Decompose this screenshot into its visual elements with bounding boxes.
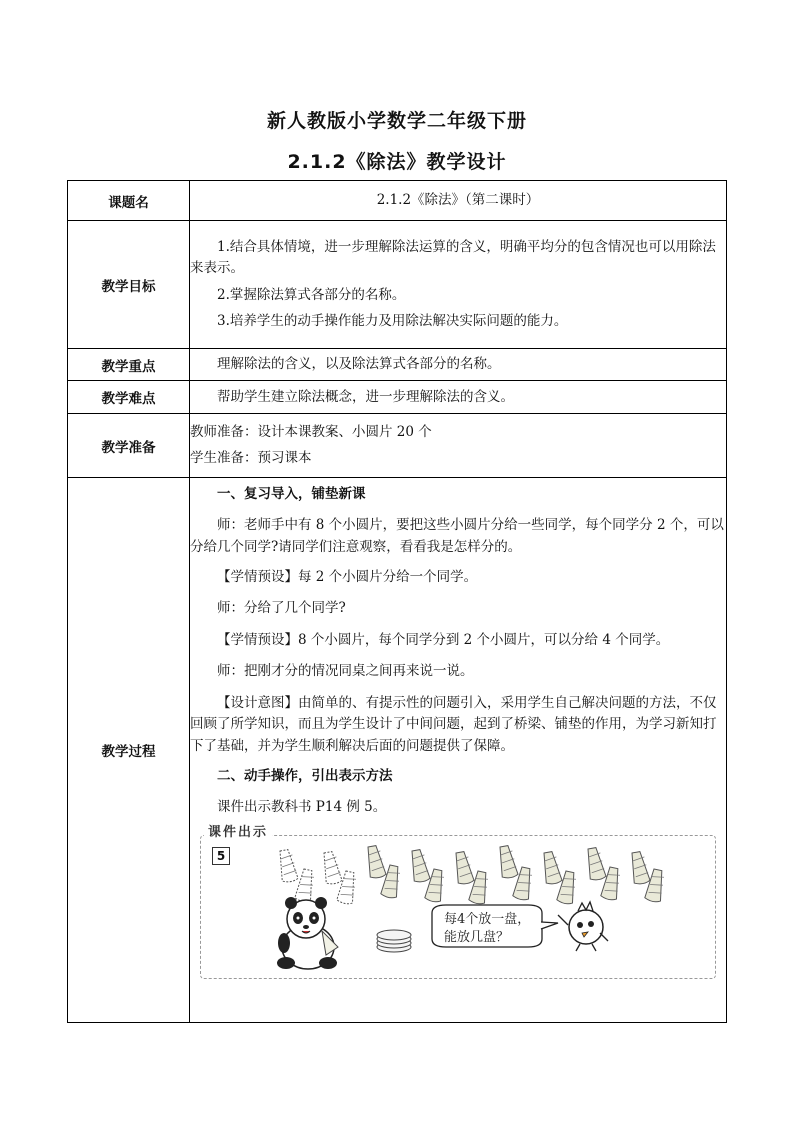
label-key: 教学重点 bbox=[68, 349, 190, 381]
bamboo-shoot-icon bbox=[629, 851, 650, 885]
label-prep: 教学准备 bbox=[68, 414, 190, 478]
value-difficulty: 帮助学生建立除法概念，进一步理解除法的含义。 bbox=[190, 381, 727, 414]
bamboo-shoot-icon bbox=[409, 849, 430, 883]
bamboo-shoot-icon bbox=[277, 849, 298, 883]
doc-title: 新人教版小学数学二年级下册 bbox=[266, 110, 527, 132]
label-difficulty: 教学难点 bbox=[68, 381, 190, 414]
bamboo-shoot-icon bbox=[294, 869, 316, 904]
textbook-illustration bbox=[194, 823, 722, 981]
row-key bbox=[68, 349, 727, 381]
process-paragraph: 课件出示教科书 P14 例 5。 bbox=[217, 799, 387, 816]
bamboo-shoot-icon bbox=[321, 851, 342, 885]
row-prep bbox=[68, 414, 727, 478]
bird-character-icon bbox=[558, 902, 608, 951]
plate-stack-icon bbox=[377, 930, 411, 952]
value-topic: 2.1.2《除法》（第二课时） bbox=[190, 181, 727, 221]
value-process bbox=[190, 478, 727, 1023]
bamboo-shoot-icon bbox=[453, 851, 474, 885]
row-process bbox=[68, 478, 727, 1023]
illustration-drawing bbox=[194, 823, 710, 981]
goal-item: 3.培养学生的动手操作能力及用除法解决实际问题的能力。 bbox=[217, 313, 568, 330]
process-paragraph: 师：老师手中有 8 个小圆片，要把这些小圆片分给一些同学，每个同学分 2 个，可以分给几个同学?请同学们注意观察，看看我是怎样分的。 bbox=[190, 517, 724, 556]
process-paragraph: 【学情预设】8 个小圆片，每个同学分到 2 个小圆片，可以分给 4 个同学。 bbox=[217, 631, 670, 648]
bamboo-shoot-icon bbox=[365, 845, 386, 879]
example-number: 5 bbox=[212, 847, 230, 865]
label-process: 教学过程 bbox=[68, 478, 190, 1023]
row-goals bbox=[68, 221, 727, 349]
bubble-line-2: 能放几盘？ bbox=[444, 930, 510, 946]
bamboo-shoot-icon bbox=[541, 851, 562, 885]
doc-subtitle: 2.1.2《除法》教学设计 bbox=[287, 151, 507, 173]
row-difficulty bbox=[68, 381, 727, 414]
lesson-plan-table bbox=[67, 180, 727, 1023]
bubble-line-1: 每4个放一盘， bbox=[444, 912, 531, 928]
bamboo-shoot-icon bbox=[497, 845, 518, 879]
value-goals bbox=[190, 221, 727, 349]
prep-teacher: 教师准备：设计本课教案、小圆片 20 个 bbox=[190, 423, 432, 440]
value-key: 理解除法的含义，以及除法算式各部分的名称。 bbox=[190, 349, 727, 381]
label-goals: 教学目标 bbox=[68, 221, 190, 349]
label-topic: 课题名 bbox=[68, 181, 190, 221]
process-paragraph: 师：把刚才分的情况同桌之间再来说一说。 bbox=[217, 663, 474, 680]
goal-item: 1.结合具体情境，进一步理解除法运算的含义，明确平均分的包含情况也可以用除法来表示。 bbox=[190, 238, 716, 276]
process-paragraph: 【学情预设】每 2 个小圆片分给一个同学。 bbox=[217, 569, 478, 586]
row-topic bbox=[68, 181, 727, 221]
bamboo-shoot-icon bbox=[585, 847, 606, 881]
process-paragraph: 师：分给了几个同学? bbox=[217, 600, 346, 617]
process-paragraph: 【设计意图】由简单的、有提示性的问题引入，采用学生自己解决问题的方法，不仅回顾了所学知识，而且为学生设计了中间问题，起到了桥梁、铺垫的作用，为学习新知打下了基础，并为学生顺利解决后面的问题提供了保障。 bbox=[190, 694, 717, 755]
panda-icon bbox=[277, 897, 338, 969]
section-heading: 二、动手操作，引出表示方法 bbox=[217, 768, 393, 785]
illustration-tag: 课件出示 bbox=[204, 823, 272, 843]
speech-bubble bbox=[432, 905, 558, 947]
prep-student: 学生准备：预习课本 bbox=[190, 449, 312, 466]
value-prep bbox=[190, 414, 727, 478]
goal-item: 2.掌握除法算式各部分的名称。 bbox=[217, 286, 406, 303]
section-heading: 一、复习导入，铺垫新课 bbox=[217, 486, 366, 502]
bamboo-shoot-icon bbox=[277, 845, 667, 905]
